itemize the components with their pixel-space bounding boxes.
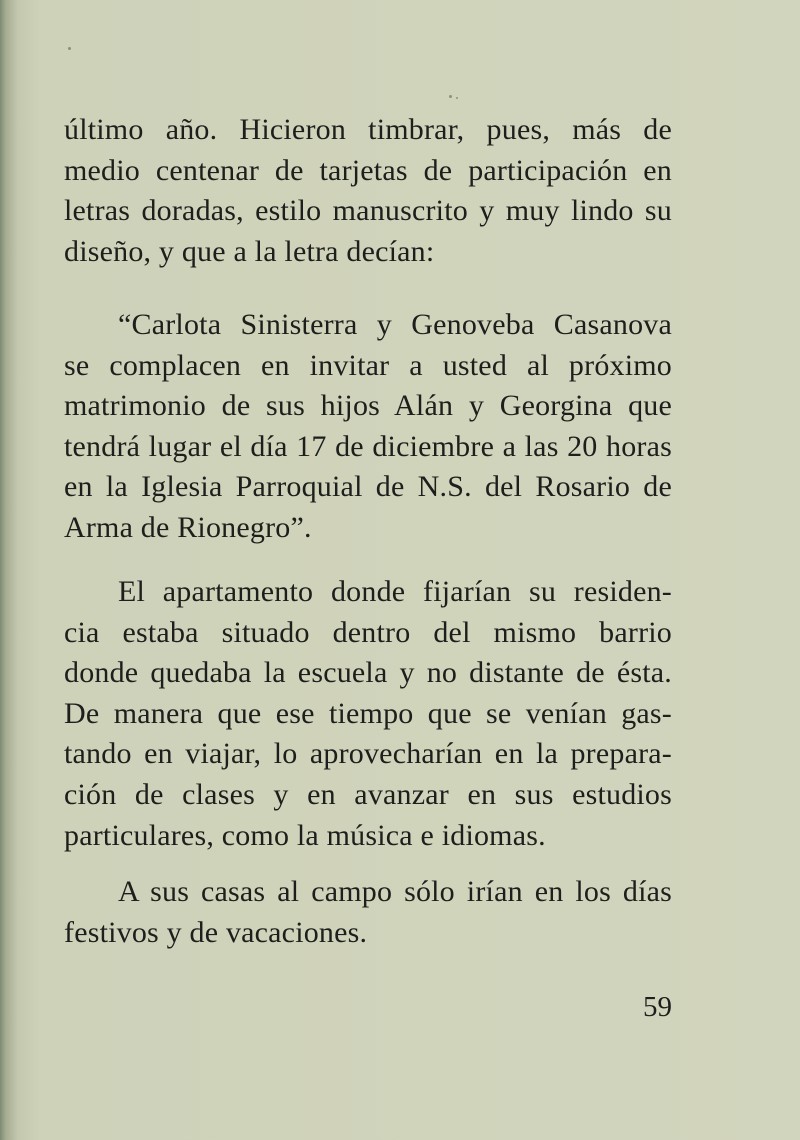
text-line: ción de clases y en avanzar en sus estudios — [64, 777, 672, 811]
paragraph-4 — [64, 872, 672, 953]
text-line: tando en viajar, lo aprovecharían en la prepara- — [64, 737, 672, 771]
ink-speck — [449, 95, 452, 98]
text-line: último año. Hicieron timbrar, pues, más de — [64, 113, 672, 146]
ink-speck — [68, 47, 71, 50]
page-number: 59 — [643, 991, 672, 1023]
text-line: medio centenar de tarjetas de participación en — [64, 153, 672, 187]
text-line: en la Iglesia Parroquial de N.S. del Rosario de — [64, 470, 672, 504]
text-line: festivos y de vacaciones. — [64, 915, 368, 949]
text-line: “Carlota Sinisterra y Genoveba Casanova — [118, 308, 672, 341]
text-line: se complacen en invitar a usted al próximo — [64, 348, 672, 382]
text-line: diseño, y que a la letra decían: — [64, 234, 435, 268]
text-line: Arma de Rionegro”. — [64, 510, 312, 544]
text-line: donde quedaba la escuela y no distante de ésta. — [64, 656, 672, 690]
text-line: El apartamento donde fijarían su residen- — [118, 575, 672, 608]
text-line: letras doradas, estilo manuscrito y muy lindo su — [64, 194, 672, 228]
text-line: cia estaba situado dentro del mismo barrio — [64, 615, 672, 649]
paragraph-2-invitation — [64, 305, 672, 549]
text-line: A sus casas al campo sólo irían en los días — [118, 875, 672, 908]
text-line: De manera que ese tiempo que se venían gas- — [64, 696, 672, 730]
ink-speck — [456, 97, 458, 99]
text-line: matrimonio de sus hijos Alán y Georgina que — [64, 389, 672, 423]
text-line: particulares, como la música e idiomas. — [64, 818, 546, 852]
paragraph-3 — [64, 572, 672, 856]
paragraph-1 — [64, 110, 672, 272]
text-line: tendrá lugar el día 17 de diciembre a las 20 horas — [64, 429, 672, 463]
